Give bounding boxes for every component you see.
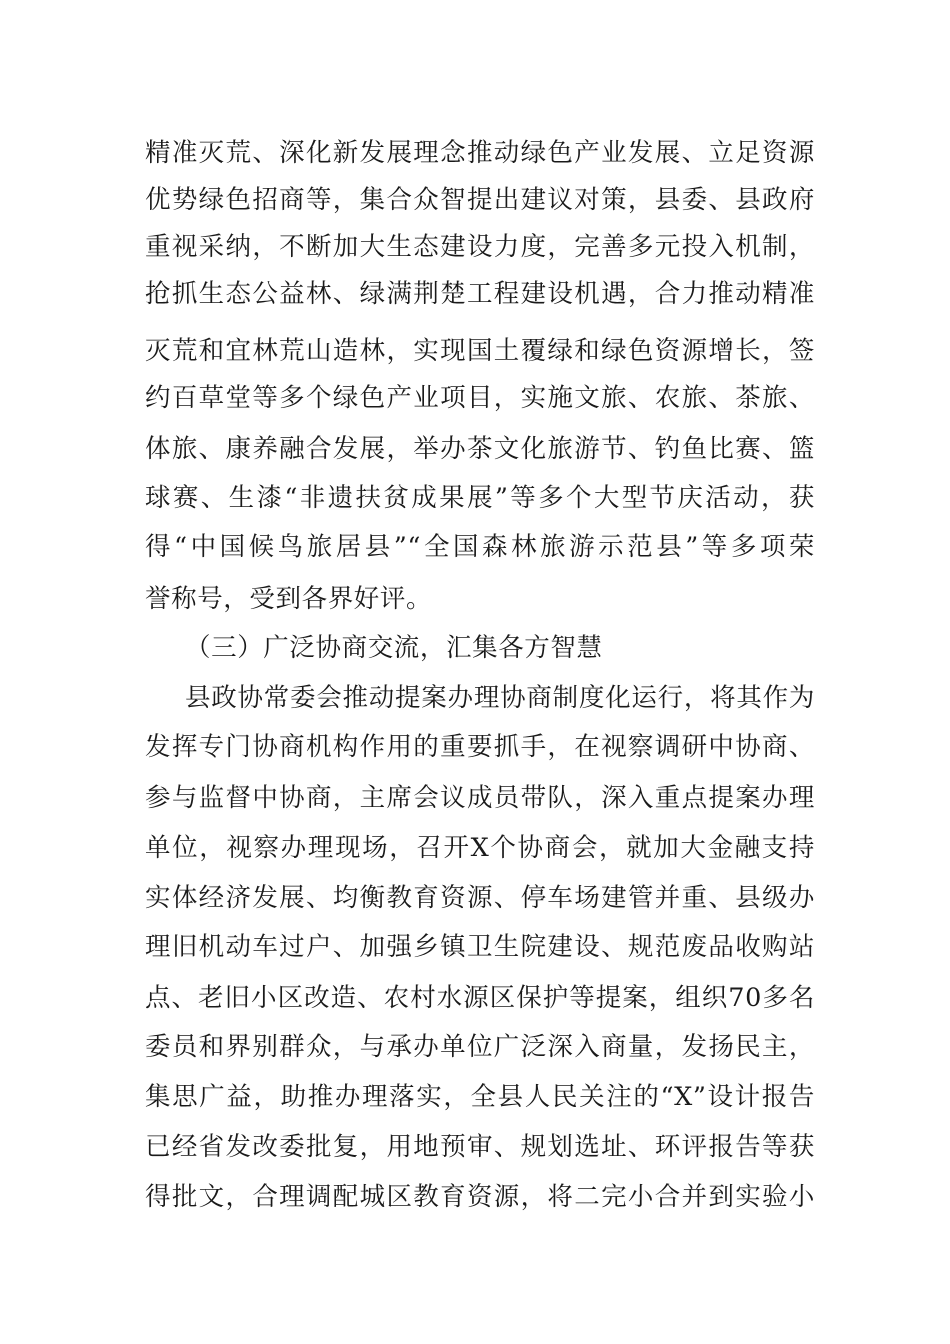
text-line: 集思广益，助推办理落实，全县人民关注的“X”设计报告: [145, 1082, 815, 1112]
text-line: 精准灭荒、深化新发展理念推动绿色产业发展、立足资源: [145, 138, 815, 168]
text-line: 委员和界别群众，与承办单位广泛深入商量，发扬民主，: [145, 1032, 815, 1062]
text-line: 理旧机动车过户、加强乡镇卫生院建设、规范废品收购站: [145, 932, 815, 962]
text-line: 得“中国候鸟旅居县”“全国森林旅游示范县”等多项荣: [145, 532, 815, 562]
text-line: 誉称号，受到各界好评。: [145, 584, 433, 614]
text-line: 县政协常委会推动提案办理协商制度化运行，将其作为: [185, 683, 815, 713]
text-line: 点、老旧小区改造、农村水源区保护等提案，组织70多名: [145, 983, 815, 1013]
text-line: 约百草堂等多个绿色产业项目，实施文旅、农旅、茶旅、: [145, 383, 815, 413]
text-line: 灭荒和宜林荒山造林，实现国土覆绿和绿色资源增长，签: [145, 336, 815, 366]
text-line: 优势绿色招商等，集合众智提出建议对策，县委、县政府: [145, 185, 815, 215]
text-line: 得批文，合理调配城区教育资源，将二完小合并到实验小: [145, 1182, 815, 1212]
text-line: 单位，视察办理现场，召开X个协商会，就加大金融支持: [145, 833, 815, 863]
text-line: 抢抓生态公益林、绿满荆楚工程建设机遇，合力推动精准: [145, 279, 815, 309]
text-line: 实体经济发展、均衡教育资源、停车场建管并重、县级办: [145, 883, 815, 913]
text-line: 参与监督中协商，主席会议成员带队，深入重点提案办理: [145, 783, 815, 813]
text-line: 球赛、生漆“非遗扶贫成果展”等多个大型节庆活动，获: [145, 483, 815, 513]
text-line: 重视采纳，不断加大生态建设力度，完善多元投入机制，: [145, 232, 815, 262]
text-line: 体旅、康养融合发展，举办茶文化旅游节、钓鱼比赛、篮: [145, 434, 815, 464]
text-line: 已经省发改委批复，用地预审、规划选址、环评报告等获: [145, 1132, 815, 1162]
section-heading: （三）广泛协商交流，汇集各方智慧: [185, 633, 603, 663]
text-line: 发挥专门协商机构作用的重要抓手，在视察调研中协商、: [145, 732, 815, 762]
